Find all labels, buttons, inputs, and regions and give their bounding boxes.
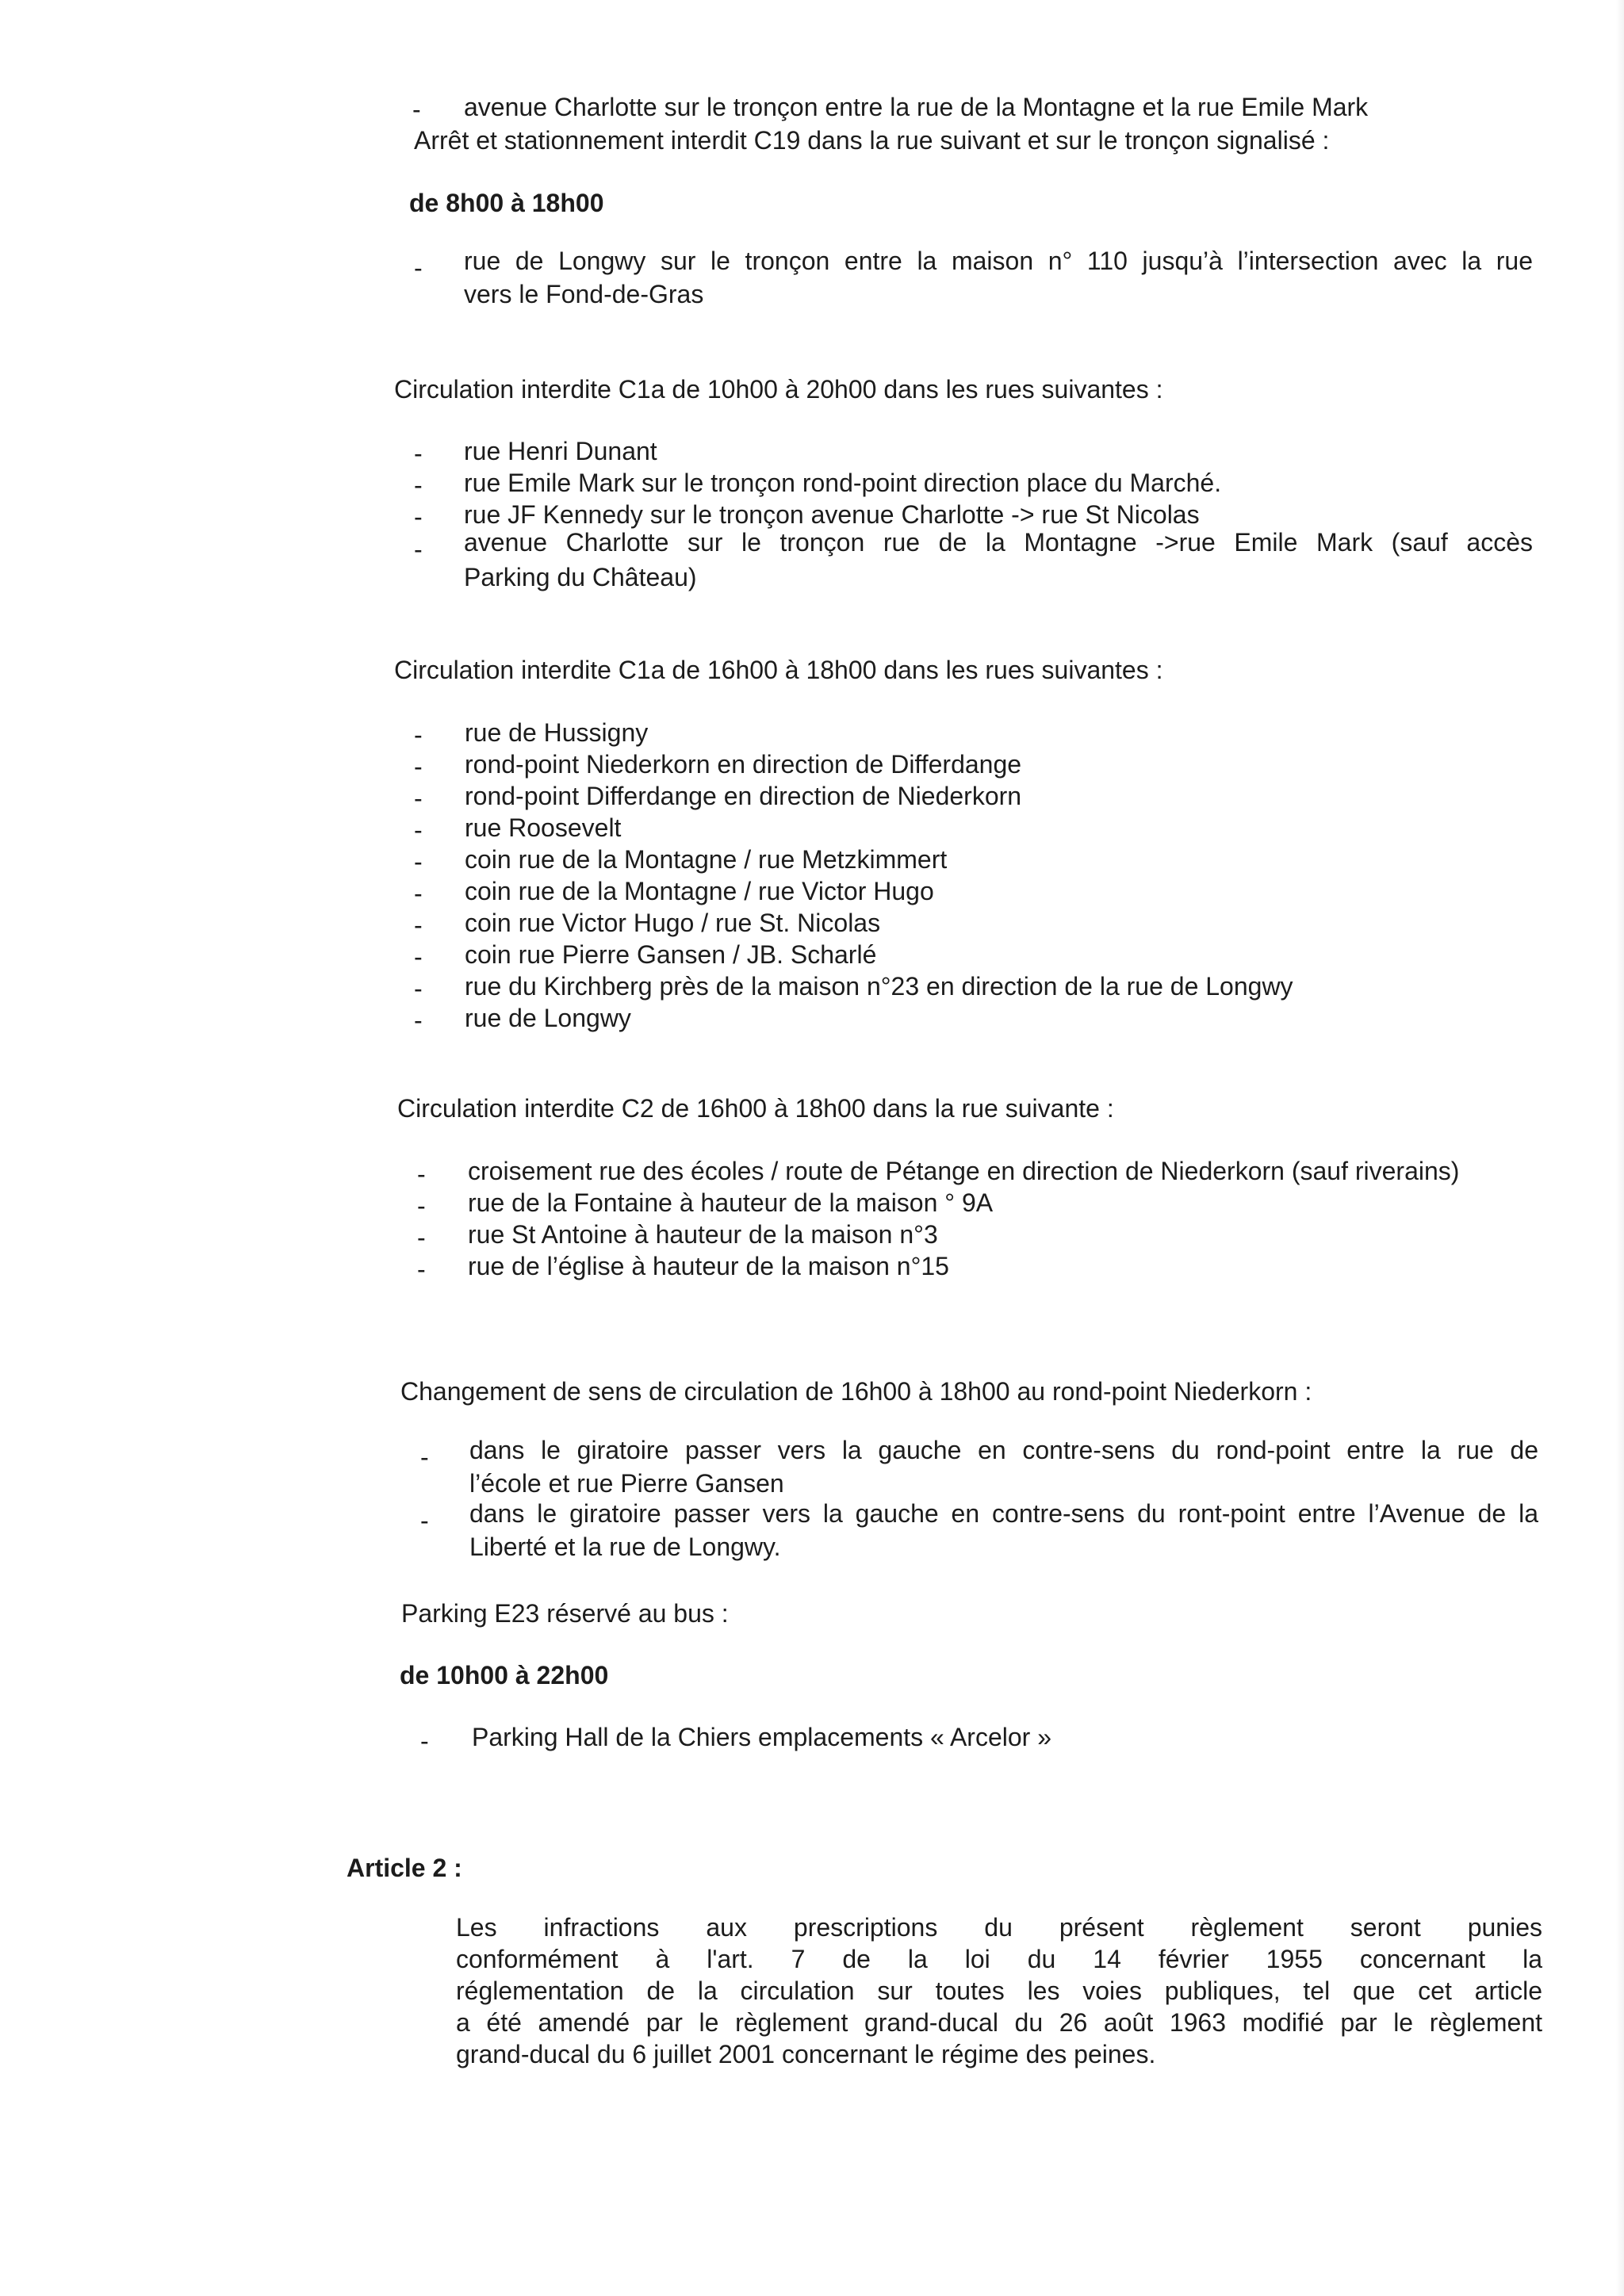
section-heading-sens: Changement de sens de circulation de 16h00 à 18h00 au rond-point Niederkorn :	[400, 1377, 1312, 1406]
list-dash: -	[420, 1727, 429, 1755]
list-item: rue du Kirchberg près de la maison n°23 en direction de la rue de Longwy	[465, 972, 1293, 1001]
list-item: rue de la Fontaine à hauteur de la maison ° 9A	[468, 1188, 994, 1217]
scan-edge	[1616, 0, 1624, 2296]
list-dash: -	[414, 1006, 423, 1035]
list-item-parking: Parking Hall de la Chiers emplacements « Arcelor »	[472, 1723, 1051, 1751]
article-line: conformément à l'art. 7 de la loi du 14 février 1955 concernant la	[456, 1945, 1542, 1973]
arret-heading: Arrêt et stationnement interdit C19 dans la rue suivant et sur le tronçon signalisé :	[414, 126, 1330, 155]
list-item: coin rue Pierre Gansen / JB. Scharlé	[465, 940, 877, 969]
list-dash: -	[414, 752, 423, 781]
list-dash: -	[414, 974, 423, 1003]
list-item: rue Henri Dunant	[464, 437, 657, 465]
list-dash: -	[414, 911, 423, 939]
list-item: rue de Hussigny	[465, 718, 649, 747]
list-dash: -	[414, 535, 423, 564]
list-dash: -	[417, 1223, 426, 1252]
section-heading-c1a-16-18: Circulation interdite C1a de 16h00 à 18h00 dans les rues suivantes :	[394, 656, 1163, 684]
list-item: croisement rue des écoles / route de Pétange en direction de Niederkorn (sauf riverains)	[468, 1157, 1460, 1185]
list-item: coin rue de la Montagne / rue Metzkimmert	[465, 845, 948, 874]
list-item: rue St Antoine à hauteur de la maison n°3	[468, 1220, 938, 1249]
list-dash: -	[414, 254, 423, 282]
list-item: coin rue de la Montagne / rue Victor Hugo	[465, 877, 934, 905]
list-item: rue Emile Mark sur le tronçon rond-point direction place du Marché.	[464, 469, 1222, 497]
section-heading-c1a-10-20: Circulation interdite C1a de 10h00 à 20h00 dans les rues suivantes :	[394, 375, 1163, 404]
list-dash: -	[414, 848, 423, 876]
list-dash: -	[417, 1160, 426, 1188]
list-dash: -	[412, 95, 421, 124]
list-item-charlotte-line1: avenue Charlotte sur le tronçon rue de la Montagne ->rue Emile Mark (sauf accès	[464, 528, 1533, 557]
article-line-last: grand-ducal du 6 juillet 2001 concernant le régime des peines.	[456, 2040, 1156, 2068]
time-range-10-22: de 10h00 à 22h00	[400, 1661, 609, 1689]
article-line: Les infractions aux prescriptions du présent règlement seront punies	[456, 1913, 1542, 1942]
list-dash: -	[414, 721, 423, 749]
list-dash: -	[414, 816, 423, 844]
article-line: a été amendé par le règlement grand-ducal du 26 août 1963 modifié par le règlement	[456, 2008, 1542, 2037]
list-dash: -	[417, 1255, 426, 1284]
list-dash: -	[414, 784, 423, 813]
list-item-longwy-line2: vers le Fond-de-Gras	[464, 280, 704, 308]
list-item: rue Roosevelt	[465, 813, 622, 842]
list-item: rond-point Differdange en direction de Niederkorn	[465, 782, 1022, 810]
list-dash: -	[420, 1506, 429, 1535]
list-dash: -	[414, 439, 423, 468]
list-dash: -	[414, 471, 423, 499]
list-item-charlotte-line2: Parking du Château)	[464, 563, 697, 591]
list-item: rue de l’église à hauteur de la maison n°15	[468, 1252, 949, 1280]
time-range-8-18: de 8h00 à 18h00	[409, 189, 604, 217]
list-item-sens1-line1: dans le giratoire passer vers la gauche en contre-sens du rond-point entre la rue de	[469, 1436, 1538, 1464]
list-item-sens2-line2: Liberté et la rue de Longwy.	[469, 1533, 781, 1561]
list-item: rond-point Niederkorn en direction de Differdange	[465, 750, 1022, 779]
parking-heading: Parking E23 réservé au bus :	[401, 1599, 729, 1628]
article-title: Article 2 :	[347, 1854, 462, 1882]
list-dash: -	[417, 1192, 426, 1220]
list-item-sens2-line1: dans le giratoire passer vers la gauche en contre-sens du ront-point entre l’Avenue de la	[469, 1499, 1538, 1528]
list-item: rue JF Kennedy sur le tronçon avenue Charlotte -> rue St Nicolas	[464, 500, 1200, 529]
list-dash: -	[420, 1443, 429, 1471]
section-heading-c2: Circulation interdite C2 de 16h00 à 18h00 dans la rue suivante :	[397, 1094, 1114, 1123]
list-dash: -	[414, 879, 423, 908]
list-dash: -	[414, 943, 423, 971]
list-item-charlotte: avenue Charlotte sur le tronçon entre la rue de la Montagne et la rue Emile Mark	[464, 93, 1369, 121]
list-item: rue de Longwy	[465, 1004, 631, 1032]
list-dash: -	[414, 503, 423, 531]
list-item-sens1-line2: l’école et rue Pierre Gansen	[469, 1469, 784, 1498]
list-item: coin rue Victor Hugo / rue St. Nicolas	[465, 909, 881, 937]
article-line: réglementation de la circulation sur toutes les voies publiques, tel que cet article	[456, 1976, 1542, 2005]
list-item-longwy-line1: rue de Longwy sur le tronçon entre la maison n° 110 jusqu’à l’intersection avec la rue	[464, 247, 1533, 275]
